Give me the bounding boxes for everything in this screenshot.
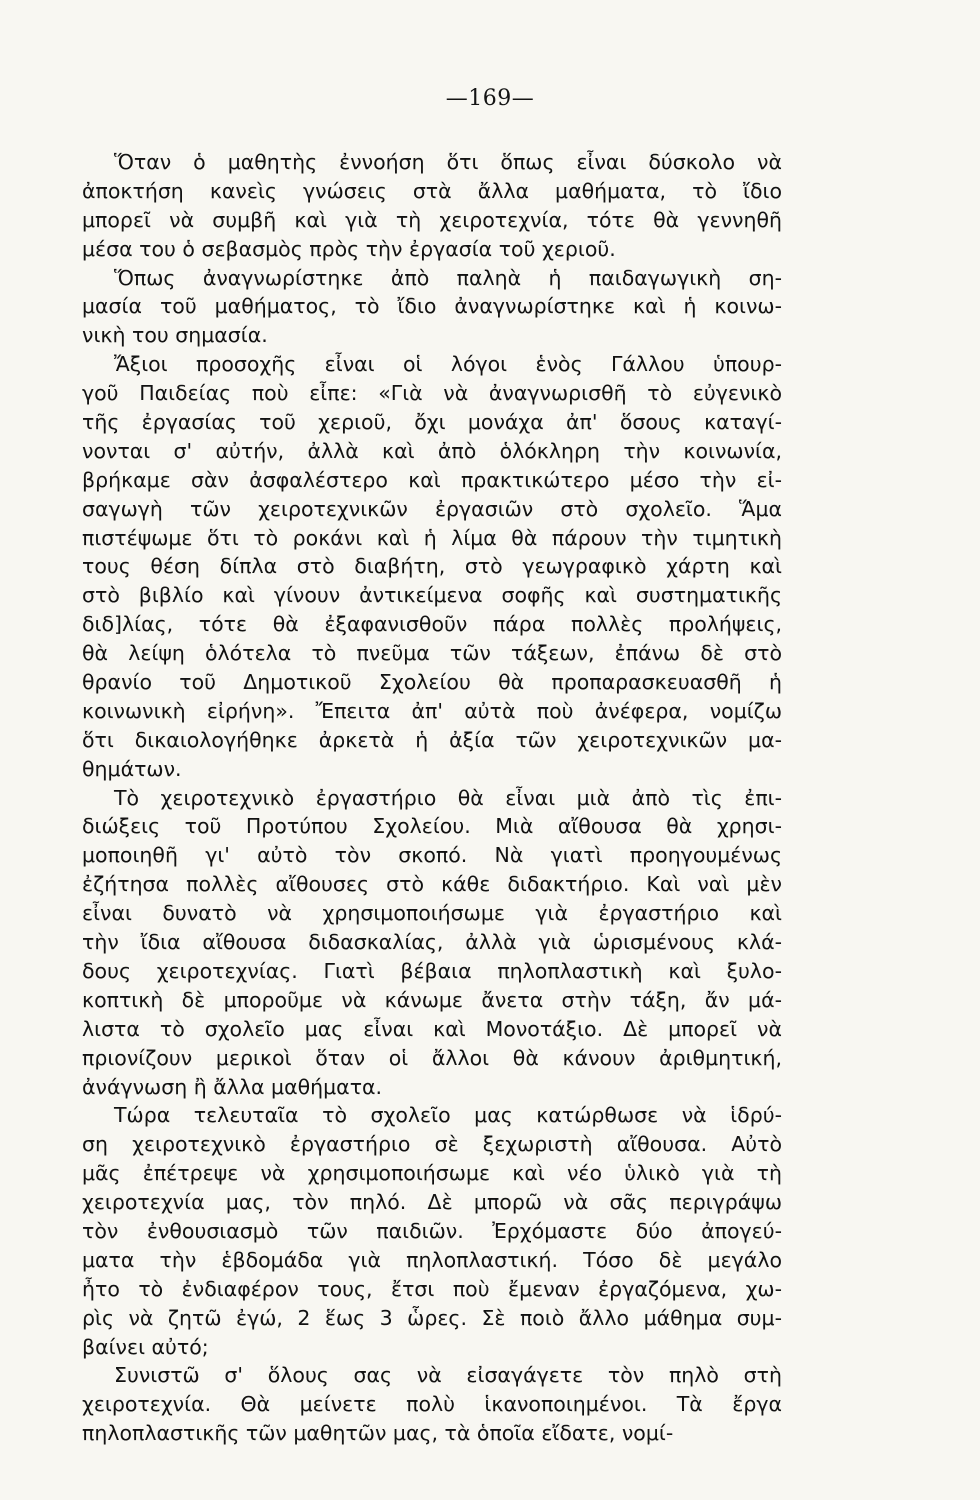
- text-line: πριονίζουν μερικοὶ ὅταν οἱ ἄλλοι θὰ κάνουν ἀριθμητική,: [82, 1045, 782, 1070]
- text-line: γοῦ Παιδείας ποὺ εἶπε: «Γιὰ νὰ ἀναγνωρισθῆ τὸ εὐγενικὸ: [82, 381, 782, 406]
- text-line: διδ]λίας, τότε θὰ ἐξαφανισθοῦν πάρα πολλὲς προλήψεις,: [82, 612, 782, 637]
- text-line: ἀνάγνωση ἢ ἄλλα μαθήματα.: [82, 1074, 383, 1099]
- text-line: στὸ βιβλίο καὶ γίνουν ἀντικείμενα σοφῆς καὶ συστηματικῆς: [82, 583, 782, 608]
- text-line: μασία τοῦ μαθήματος, τὸ ἴδιο ἀναγνωρίστηκε καὶ ἡ κοινω-: [82, 294, 782, 319]
- text-line: Ἄξιοι προσοχῆς εἶναι οἱ λόγοι ἑνὸς Γάλλου ὑπουρ-: [114, 352, 782, 377]
- text-line: εἶναι δυνατὸ νὰ χρησιμοποιήσωμε γιὰ ἐργαστήριο καὶ: [82, 901, 782, 926]
- text-line: βρήκαμε σὰν ἀσφαλέστερο καὶ πρακτικώτερο μέσο τὴν εἰ-: [82, 467, 782, 492]
- text-line: πιστέψωμε ὅτι τὸ ροκάνι καὶ ἡ λίμα θὰ πάρουν τὴν τιμητικὴ: [82, 525, 782, 550]
- text-line: ὅτι δικαιολογήθηκε ἀρκετὰ ἡ ἀξία τῶν χειροτεχνικῶν μα-: [82, 727, 782, 752]
- text-line: τῆς ἐργασίας τοῦ χεριοῦ, ὄχι μονάχα ἀπ' ὅσους καταγί-: [82, 410, 782, 435]
- text-line: μᾶς ἐπέτρεψε νὰ χρησιμοποιήσωμε καὶ νέο ὑλικὸ γιὰ τὴ: [82, 1161, 782, 1186]
- page-number: —169—: [445, 86, 535, 111]
- text-line: μέσα του ὁ σεβασμὸς πρὸς τὴν ἐργασία τοῦ χεριοῦ.: [82, 236, 616, 261]
- text-line: ρὶς νὰ ζητῶ ἐγώ, 2 ἕως 3 ὧρες. Σὲ ποιὸ ἄλλο μάθημα συμ-: [82, 1305, 782, 1330]
- text-line: ση χειροτεχνικὸ ἐργαστήριο σὲ ξεχωριστὴ αἴθουσα. Αὐτὸ: [82, 1132, 782, 1157]
- text-line: Τώρα τελευταῖα τὸ σχολεῖο μας κατώρθωσε νὰ ἱδρύ-: [114, 1103, 782, 1128]
- text-line: μπορεῖ νὰ συμβῆ καὶ γιὰ τὴ χειροτεχνία, τότε θὰ γεννηθῆ: [82, 207, 782, 232]
- text-line: λιστα τὸ σχολεῖο μας εἶναι καὶ Μονοτάξιο. Δὲ μπορεῖ νὰ: [82, 1016, 782, 1041]
- text-line: θὰ λείψη ὁλότελα τὸ πνεῦμα τῶν τάξεων, ἐπάνω δὲ στὸ: [82, 641, 782, 666]
- text-line: κοινωνικὴ εἰρήνη». Ἔπειτα ἀπ' αὐτὰ ποὺ ἀνέφερα, νομίζω: [82, 698, 782, 723]
- text-line: σαγωγὴ τῶν χειροτεχνικῶν ἐργασιῶν στὸ σχολεῖο. Ἅμα: [82, 496, 782, 521]
- text-line: Τὸ χειροτεχνικὸ ἐργαστήριο θὰ εἶναι μιὰ ἀπὸ τὶς ἐπι-: [114, 785, 782, 810]
- body-text: [82, 148, 782, 1448]
- text-line: νονται σ' αὐτήν, ἀλλὰ καὶ ἀπὸ ὁλόκληρη τὴν κοινωνία,: [82, 438, 782, 463]
- text-line: μοποιηθῆ γι' αὐτὸ τὸν σκοπό. Νὰ γιατὶ προηγουμένως: [82, 843, 782, 868]
- text-line: Ὅπως ἀναγνωρίστηκε ἀπὸ παληὰ ἡ παιδαγωγικὴ ση-: [114, 265, 782, 290]
- text-line: πηλοπλαστικῆς τῶν μαθητῶν μας, τὰ ὁποῖα εἴδατε, νομί-: [82, 1421, 674, 1446]
- text-line: χειροτεχνία μας, τὸν πηλό. Δὲ μπορῶ νὰ σᾶς περιγράψω: [82, 1190, 782, 1215]
- text-line: ἦτο τὸ ἐνδιαφέρον τους, ἔτσι ποὺ ἔμεναν ἐργαζόμενα, χω-: [82, 1276, 782, 1301]
- text-line: νικὴ του σημασία.: [82, 323, 268, 348]
- text-line: θρανίο τοῦ Δημοτικοῦ Σχολείου θὰ προπαρασκευασθῆ ἡ: [82, 670, 782, 695]
- text-line: τους θέση δίπλα στὸ διαβήτη, στὸ γεωγραφικὸ χάρτη καὶ: [82, 554, 782, 579]
- text-line: κοπτικὴ δὲ μποροῦμε νὰ κάνωμε ἄνετα στὴν τάξη, ἄν μά-: [82, 987, 782, 1012]
- text-line: ἐζήτησα πολλὲς αἴθουσες στὸ κάθε διδακτήριο. Καὶ ναὶ μὲν: [82, 872, 782, 897]
- text-line: βαίνει αὐτό;: [82, 1334, 209, 1359]
- text-line: Ὅταν ὁ μαθητὴς ἐννοήση ὅτι ὅπως εἶναι δύσκολο νὰ: [114, 150, 782, 174]
- text-line: θημάτων.: [82, 756, 182, 781]
- text-line: ματα τὴν ἑβδομάδα γιὰ πηλοπλαστική. Τόσο δὲ μεγάλο: [82, 1247, 782, 1272]
- text-line: τὸν ἐνθουσιασμὸ τῶν παιδιῶν. Ἐρχόμαστε δύο ἀπογεύ-: [82, 1218, 782, 1243]
- text-line: Συνιστῶ σ' ὅλους σας νὰ εἰσαγάγετε τὸν πηλὸ στὴ: [114, 1363, 782, 1388]
- text-line: διώξεις τοῦ Προτύπου Σχολείου. Μιὰ αἴθουσα θὰ χρησι-: [82, 814, 782, 839]
- text-line: ἀποκτήση κανεὶς γνώσεις στὰ ἄλλα μαθήματα, τὸ ἴδιο: [82, 178, 782, 203]
- text-line: δους χειροτεχνίας. Γιατὶ βέβαια πηλοπλαστικὴ καὶ ξυλο-: [82, 958, 782, 983]
- text-line: χειροτεχνία. Θὰ μείνετε πολὺ ἱκανοποιημένοι. Τὰ ἔργα: [82, 1392, 782, 1417]
- text-line: τὴν ἴδια αἴθουσα διδασκαλίας, ἀλλὰ γιὰ ὡρισμένους κλά-: [82, 930, 782, 955]
